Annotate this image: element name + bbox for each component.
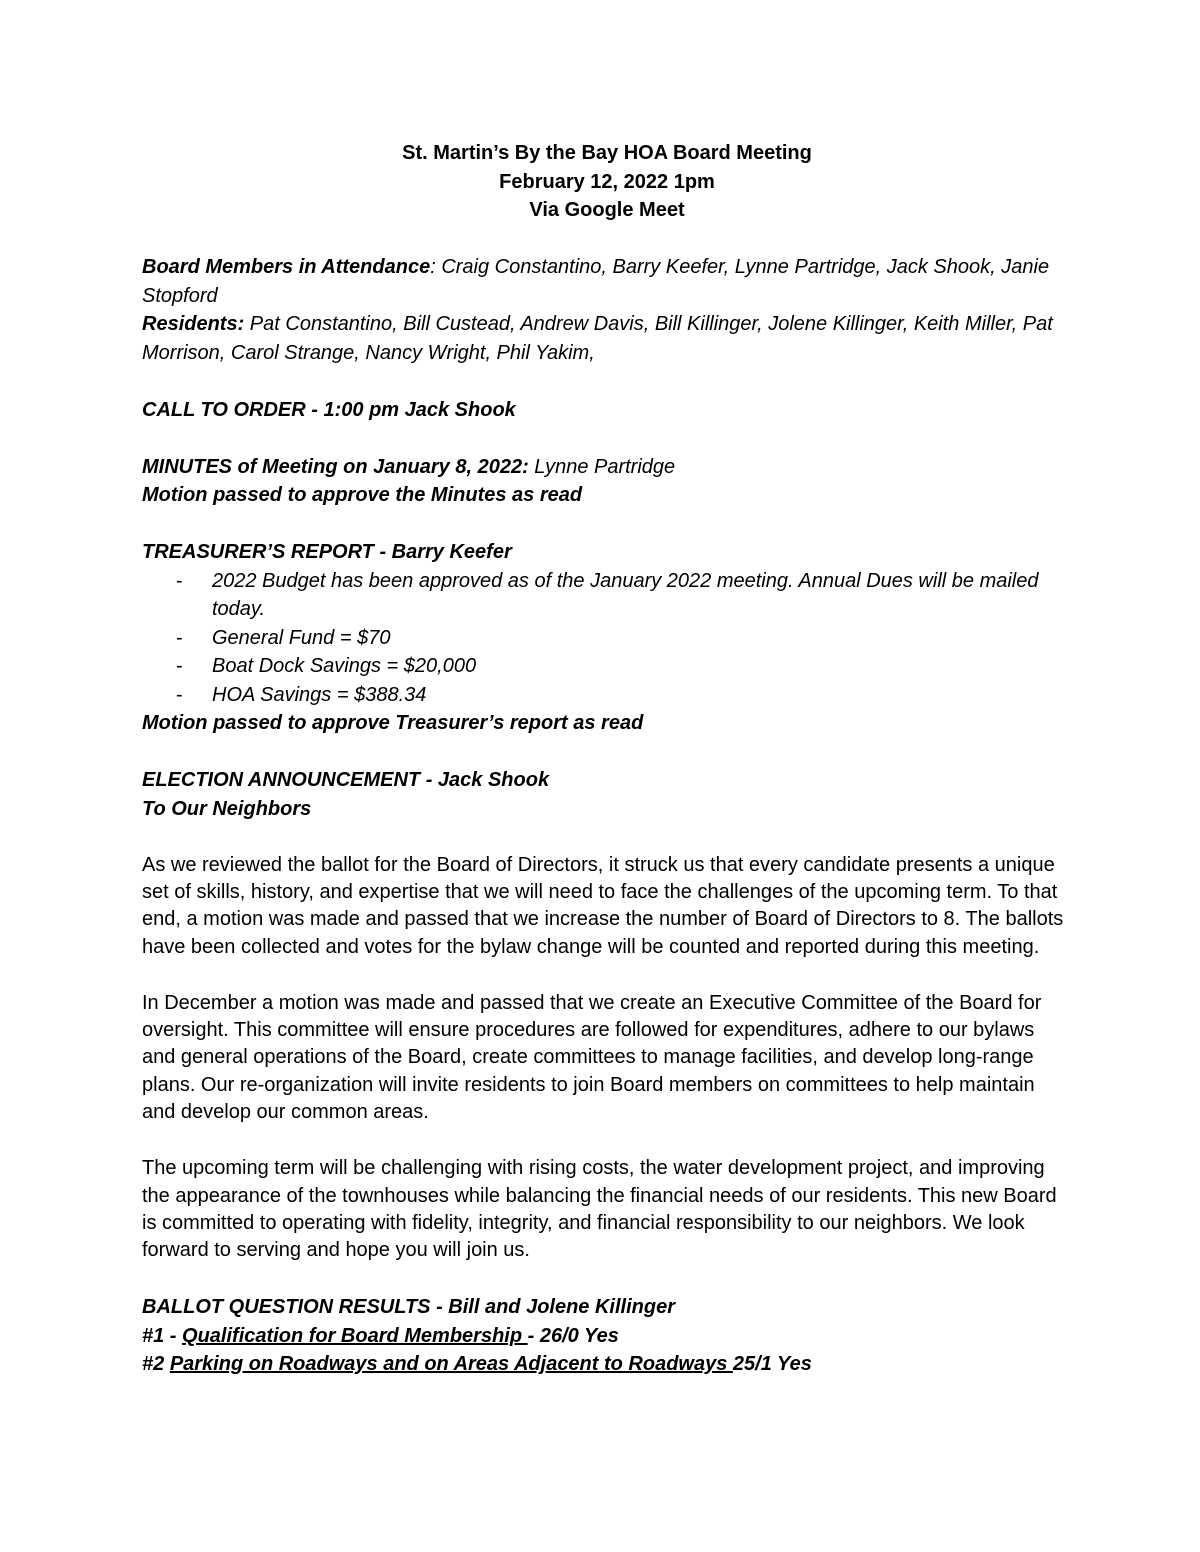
election-paragraph-1: As we reviewed the ballot for the Board of Directors, it struck us that every candidate presents a unique set of skills, history, and expertise that we will need to face the challenges of the upcoming term. To that end, a motion was made and passed that we increase the number of Board of Directors to 8. The ballots have been collected and votes for the bylaw change will be counted and reported during this meeting. <box>142 853 1064 958</box>
election-section <box>142 766 1072 823</box>
residents-names: Pat Constantino, Bill Custead, Andrew Davis, Bill Killinger, Jolene Killinger, Keith Miller, Pat Morrison, Carol Strange, Nancy Wright, Phil Yakim, <box>142 313 1053 364</box>
dash-bullet: - <box>176 655 183 677</box>
treasurer-motion: Motion passed to approve Treasurer’s report as read <box>142 712 644 734</box>
residents-label: Residents: <box>142 313 245 335</box>
call-to-order: CALL TO ORDER - 1:00 pm Jack Shook <box>142 398 516 421</box>
ballot-question-1-title: Qualification for Board Membership <box>182 1324 528 1347</box>
ballot-question-1: #1 - Qualification for Board Membership - 26/0 Yes <box>142 1324 619 1347</box>
attendance-section <box>142 253 1072 367</box>
minutes-motion: Motion passed to approve the Minutes as read <box>142 484 583 506</box>
ballot-question-1-result: - 26/0 Yes <box>527 1324 619 1347</box>
board-attendance-names: : Craig Constantino, Barry Keefer, Lynne Partridge, Jack Shook, Janie Stopford <box>142 256 1050 307</box>
election-subheading: To Our Neighbors <box>142 797 312 820</box>
document-title <box>142 139 1072 225</box>
election-paragraph-2: In December a motion was made and passed that we create an Executive Committee of the Board for oversight. This committee will ensure procedures are followed for expenditures, adhere to our bylaws and general operations of the Board, create committees to manage facilities, and develop long-range plans. Our re-organization will invite residents to join Board members on committees to help maintain and develop our common areas. <box>142 991 1042 1124</box>
ballot-section <box>142 1293 1072 1379</box>
election-paragraph-3: The upcoming term will be challenging with rising costs, the water development project, and improving the appearance of the townhouses while balancing the financial needs of our residents. This new Board is committed to operating with fidelity, integrity, and financial responsibility to our neighbors. We look forward to serving and hope you will join us. <box>142 1157 1057 1262</box>
election-heading: ELECTION ANNOUNCEMENT - Jack Shook <box>142 769 550 791</box>
treasurer-list <box>142 567 1072 710</box>
residents-attendance <box>142 310 1072 367</box>
list-item: - 2022 Budget has been approved as of the January 2022 meeting. Annual Dues will be mailed today. <box>142 567 1072 624</box>
list-item: - General Fund = $70 <box>142 624 1072 653</box>
dash-bullet: - <box>176 569 183 592</box>
document-page <box>142 139 1072 1379</box>
treasurer-section <box>142 538 1072 738</box>
minutes-section <box>142 453 1072 510</box>
title-meeting-date: February 12, 2022 1pm <box>499 170 715 193</box>
treasurer-heading: TREASURER’S REPORT - Barry Keefer <box>142 541 512 563</box>
ballot-question-2-result: 25/1 Yes <box>732 1353 812 1376</box>
list-item: - HOA Savings = $388.34 <box>142 681 1072 710</box>
title-meeting-venue: Via Google Meet <box>529 199 685 221</box>
dash-bullet: - <box>176 626 183 649</box>
dash-bullet: - <box>176 683 183 706</box>
minutes-heading: MINUTES of Meeting on January 8, 2022: <box>142 455 529 478</box>
minutes-presenter: Lynne Partridge <box>528 455 676 478</box>
ballot-question-2-title: Parking on Roadways and on Areas Adjacent to Roadways <box>169 1353 733 1376</box>
list-item: - Boat Dock Savings = $20,000 <box>142 652 1072 681</box>
ballot-heading: BALLOT QUESTION RESULTS - Bill and Jolene Killinger <box>142 1296 675 1319</box>
board-attendance <box>142 253 1072 310</box>
title-meeting-name: St. Martin’s By the Bay HOA Board Meeting <box>402 142 812 164</box>
board-attendance-label: Board Members in Attendance <box>142 256 431 278</box>
ballot-question-2: #2 Parking on Roadways and on Areas Adjacent to Roadways 25/1 Yes <box>142 1353 812 1376</box>
